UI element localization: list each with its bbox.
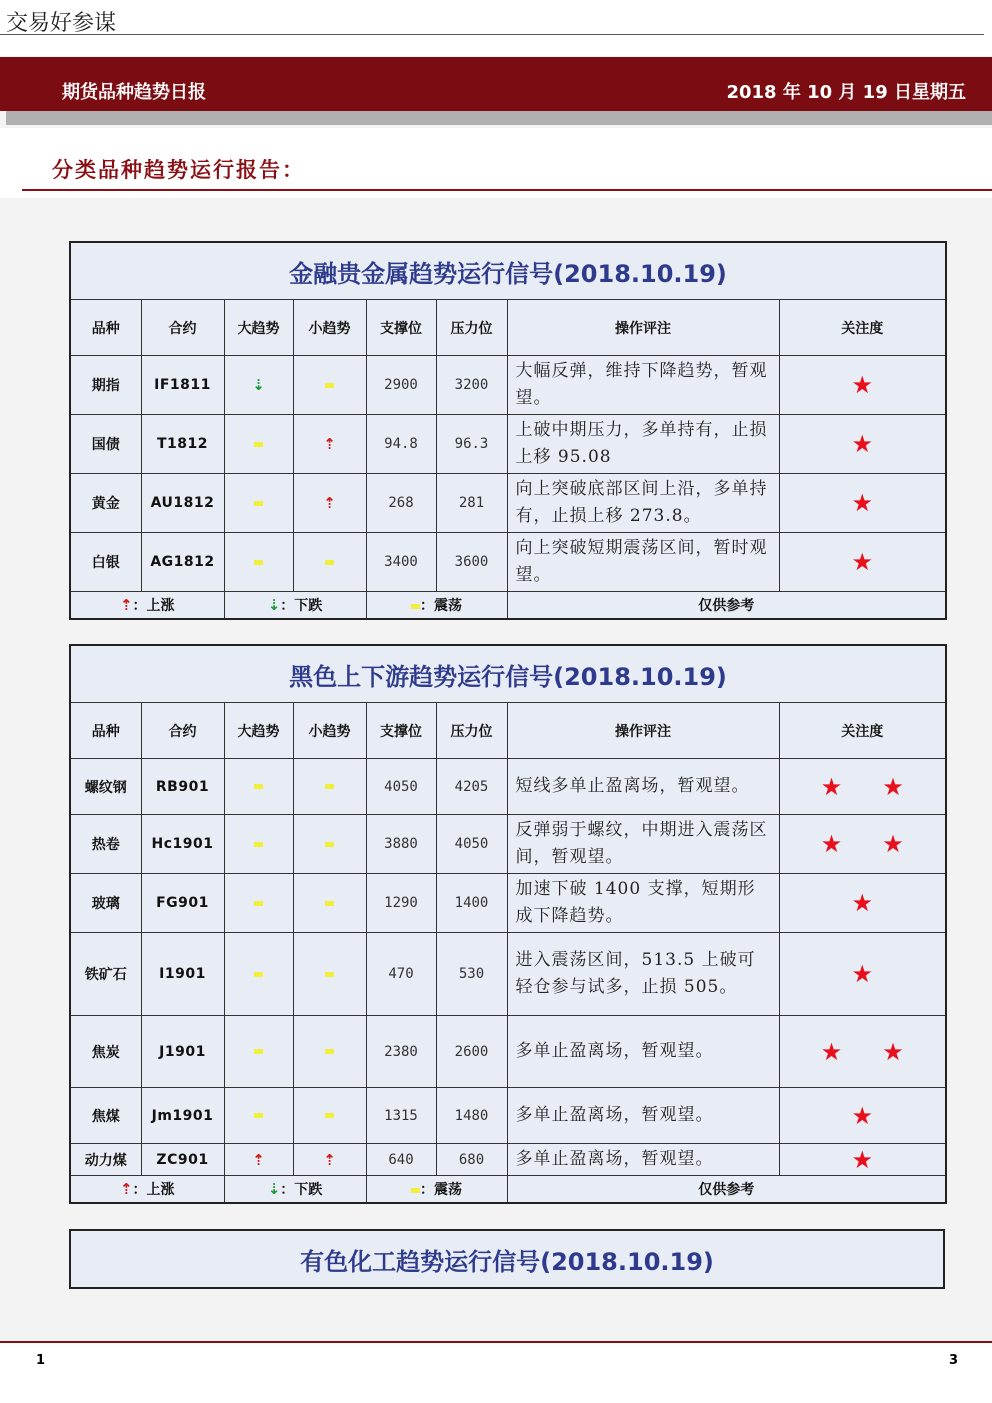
variety-name: 黄金 <box>70 474 141 533</box>
flat-icon <box>254 972 263 977</box>
big-trend-cell <box>224 1088 293 1144</box>
table-title: 有色化工趋势运行信号(2018.10.19) <box>70 1230 944 1288</box>
flat-icon <box>325 784 334 789</box>
operation-comment: 向上突破短期震荡区间，暂时观望。 <box>507 533 779 592</box>
operation-comment: 多单止盈离场，暂观望。 <box>507 1016 779 1088</box>
flat-icon <box>325 972 334 977</box>
star-icon: ★ <box>851 430 874 458</box>
brand-text: 交易好参谋 <box>6 11 117 36</box>
legend-down: 下跌 <box>294 598 323 614</box>
col-header-small-trend: 小趋势 <box>293 300 366 356</box>
variety-name: 国债 <box>70 415 141 474</box>
support-level: 4050 <box>366 759 436 815</box>
ferrous-chain-table <box>69 644 947 1204</box>
big-trend-cell <box>224 1016 293 1088</box>
variety-name: 焦炭 <box>70 1016 141 1088</box>
big-trend-cell <box>224 759 293 815</box>
star-icon: ★ <box>851 960 874 988</box>
star-icon: ★ <box>820 830 843 858</box>
small-trend-cell <box>293 874 366 933</box>
table-row <box>70 533 946 592</box>
variety-name: 热卷 <box>70 815 141 874</box>
star-icon: ★ <box>820 1037 843 1066</box>
col-header-name: 品种 <box>70 703 141 759</box>
up-arrow-icon: ⇡ <box>323 435 336 453</box>
attention-rating <box>779 1144 946 1176</box>
small-trend-cell <box>293 415 366 474</box>
col-header-comment: 操作评注 <box>507 703 779 759</box>
star-icon: ★ <box>820 772 843 801</box>
pressure-level: 4050 <box>436 815 507 874</box>
col-header-support: 支撑位 <box>366 703 436 759</box>
pressure-level: 4205 <box>436 759 507 815</box>
table-row <box>70 415 946 474</box>
legend-row: ⇡：上涨 ⇣：下跌 ：震荡 仅供参考 <box>70 1176 946 1204</box>
flat-icon <box>254 901 263 906</box>
col-header-support: 支撑位 <box>366 300 436 356</box>
col-header-contract: 合约 <box>141 703 224 759</box>
support-level: 268 <box>366 474 436 533</box>
star-icon: ★ <box>851 1101 874 1130</box>
col-header-pressure: 压力位 <box>436 300 507 356</box>
legend-row: ⇡：上涨 ⇣：下跌 ：震荡 仅供参考 <box>70 592 946 620</box>
operation-comment: 上破中期压力，多单持有，止损上移 95.08 <box>507 415 779 474</box>
operation-comment: 多单止盈离场，暂观望。 <box>507 1088 779 1144</box>
attention-rating <box>779 815 946 874</box>
col-header-name: 品种 <box>70 300 141 356</box>
pressure-level: 281 <box>436 474 507 533</box>
flat-icon <box>411 604 420 609</box>
attention-rating <box>779 356 946 415</box>
up-arrow-icon: ⇡ <box>323 1150 336 1169</box>
small-trend-cell <box>293 474 366 533</box>
variety-name: 螺纹钢 <box>70 759 141 815</box>
table-row <box>70 1144 946 1176</box>
flat-icon <box>325 842 334 847</box>
contract-code: I1901 <box>141 933 224 1016</box>
table-row <box>70 759 946 815</box>
legend-down: 下跌 <box>294 1182 323 1198</box>
big-trend-cell <box>224 474 293 533</box>
up-arrow-icon: ⇡ <box>119 596 133 614</box>
down-arrow-icon: ⇣ <box>267 1180 281 1198</box>
section-divider <box>22 189 992 191</box>
report-title: 期货品种趋势日报 <box>62 82 206 103</box>
flat-icon <box>411 1188 420 1193</box>
table-row <box>70 1088 946 1144</box>
support-level: 1315 <box>366 1088 436 1144</box>
flat-icon <box>325 383 334 388</box>
table-row <box>70 933 946 1016</box>
big-trend-cell <box>224 533 293 592</box>
col-header-comment: 操作评注 <box>507 300 779 356</box>
big-trend-cell <box>224 415 293 474</box>
support-level: 3400 <box>366 533 436 592</box>
report-banner <box>0 57 992 111</box>
legend-flat: 震荡 <box>434 598 462 614</box>
contract-code: FG901 <box>141 874 224 933</box>
header-divider <box>0 34 984 35</box>
flat-icon <box>325 1049 334 1054</box>
contract-code: ZC901 <box>141 1144 224 1176</box>
support-level: 2380 <box>366 1016 436 1088</box>
col-header-small-trend: 小趋势 <box>293 703 366 759</box>
variety-name: 动力煤 <box>70 1144 141 1176</box>
star-icon: ★ <box>882 1037 904 1066</box>
star-icon: ★ <box>851 548 874 576</box>
flat-icon <box>254 1049 263 1054</box>
pressure-level: 2600 <box>436 1016 507 1088</box>
pressure-level: 680 <box>436 1144 507 1176</box>
star-icon: ★ <box>882 772 904 801</box>
small-trend-cell <box>293 356 366 415</box>
contract-code: T1812 <box>141 415 224 474</box>
contract-code: Jm1901 <box>141 1088 224 1144</box>
nonferrous-chemical-table <box>69 1229 945 1289</box>
flat-icon <box>254 842 263 847</box>
support-level: 2900 <box>366 356 436 415</box>
attention-rating <box>779 474 946 533</box>
down-arrow-icon: ⇣ <box>267 596 281 614</box>
col-header-attention: 关注度 <box>779 300 946 356</box>
table-row <box>70 474 946 533</box>
table-row <box>70 815 946 874</box>
legend-up: 上涨 <box>146 1182 175 1198</box>
support-level: 640 <box>366 1144 436 1176</box>
pressure-level: 1480 <box>436 1088 507 1144</box>
big-trend-cell <box>224 815 293 874</box>
pressure-level: 1400 <box>436 874 507 933</box>
variety-name: 白银 <box>70 533 141 592</box>
small-trend-cell <box>293 759 366 815</box>
small-trend-cell <box>293 815 366 874</box>
contract-code: Hc1901 <box>141 815 224 874</box>
col-header-attention: 关注度 <box>779 703 946 759</box>
page-number-left: 1 <box>36 1353 46 1368</box>
col-header-pressure: 压力位 <box>436 703 507 759</box>
support-level: 1290 <box>366 874 436 933</box>
attention-rating <box>779 874 946 933</box>
page-number-right: 3 <box>948 1353 958 1368</box>
operation-comment: 加速下破 1400 支撑，短期形成下降趋势。 <box>507 874 779 933</box>
contract-code: IF1811 <box>141 356 224 415</box>
support-level: 3880 <box>366 815 436 874</box>
banner-shadow <box>6 111 992 125</box>
attention-rating <box>779 415 946 474</box>
star-icon: ★ <box>851 489 874 517</box>
up-arrow-icon: ⇡ <box>323 494 336 512</box>
flat-icon <box>254 501 263 506</box>
attention-rating <box>779 759 946 815</box>
flat-icon <box>325 1113 334 1118</box>
report-date: 2018 年 10 月 19 日星期五 <box>726 82 966 103</box>
contract-code: AG1812 <box>141 533 224 592</box>
table-row <box>70 874 946 933</box>
contract-code: J1901 <box>141 1016 224 1088</box>
table-title: 黑色上下游趋势运行信号(2018.10.19) <box>70 645 946 703</box>
flat-icon <box>325 560 334 565</box>
legend-flat: 震荡 <box>434 1182 462 1198</box>
support-level: 94.8 <box>366 415 436 474</box>
variety-name: 焦煤 <box>70 1088 141 1144</box>
big-trend-cell <box>224 933 293 1016</box>
small-trend-cell <box>293 1088 366 1144</box>
footer-area <box>0 1343 992 1403</box>
flat-icon <box>254 560 263 565</box>
star-icon: ★ <box>882 830 904 858</box>
pressure-level: 96.3 <box>436 415 507 474</box>
top-header-area <box>0 0 992 56</box>
small-trend-cell <box>293 933 366 1016</box>
star-icon: ★ <box>851 1145 874 1174</box>
flat-icon <box>325 901 334 906</box>
pressure-level: 3600 <box>436 533 507 592</box>
operation-comment: 短线多单止盈离场，暂观望。 <box>507 759 779 815</box>
up-arrow-icon: ⇡ <box>119 1180 133 1198</box>
support-level: 470 <box>366 933 436 1016</box>
legend-note: 仅供参考 <box>507 592 946 620</box>
section-title: 分类品种趋势运行报告： <box>52 157 305 182</box>
operation-comment: 多单止盈离场，暂观望。 <box>507 1144 779 1176</box>
flat-icon <box>254 784 263 789</box>
table-row <box>70 356 946 415</box>
attention-rating <box>779 533 946 592</box>
operation-comment: 大幅反弹，维持下降趋势，暂观望。 <box>507 356 779 415</box>
flat-icon <box>254 442 263 447</box>
variety-name: 铁矿石 <box>70 933 141 1016</box>
precious-metals-table <box>69 241 947 620</box>
col-header-big-trend: 大趋势 <box>224 703 293 759</box>
operation-comment: 向上突破底部区间上沿，多单持有，止损上移 273.8。 <box>507 474 779 533</box>
col-header-big-trend: 大趋势 <box>224 300 293 356</box>
down-arrow-icon: ⇣ <box>252 376 265 394</box>
operation-comment: 进入震荡区间，513.5 上破可轻仓参与试多，止损 505。 <box>507 933 779 1016</box>
pressure-level: 530 <box>436 933 507 1016</box>
legend-note: 仅供参考 <box>507 1176 946 1204</box>
flat-icon <box>254 1113 263 1118</box>
attention-rating <box>779 1088 946 1144</box>
big-trend-cell <box>224 1144 293 1176</box>
star-icon: ★ <box>851 889 874 917</box>
legend-up: 上涨 <box>146 598 175 614</box>
small-trend-cell <box>293 1144 366 1176</box>
contract-code: AU1812 <box>141 474 224 533</box>
up-arrow-icon: ⇡ <box>252 1150 265 1169</box>
small-trend-cell <box>293 1016 366 1088</box>
big-trend-cell <box>224 874 293 933</box>
attention-rating <box>779 1016 946 1088</box>
star-icon: ★ <box>851 371 874 399</box>
contract-code: RB901 <box>141 759 224 815</box>
attention-rating <box>779 933 946 1016</box>
table-row <box>70 1016 946 1088</box>
variety-name: 玻璃 <box>70 874 141 933</box>
pressure-level: 3200 <box>436 356 507 415</box>
variety-name: 期指 <box>70 356 141 415</box>
col-header-contract: 合约 <box>141 300 224 356</box>
small-trend-cell <box>293 533 366 592</box>
big-trend-cell <box>224 356 293 415</box>
operation-comment: 反弹弱于螺纹，中期进入震荡区间，暂观望。 <box>507 815 779 874</box>
table-title: 金融贵金属趋势运行信号(2018.10.19) <box>70 242 946 300</box>
